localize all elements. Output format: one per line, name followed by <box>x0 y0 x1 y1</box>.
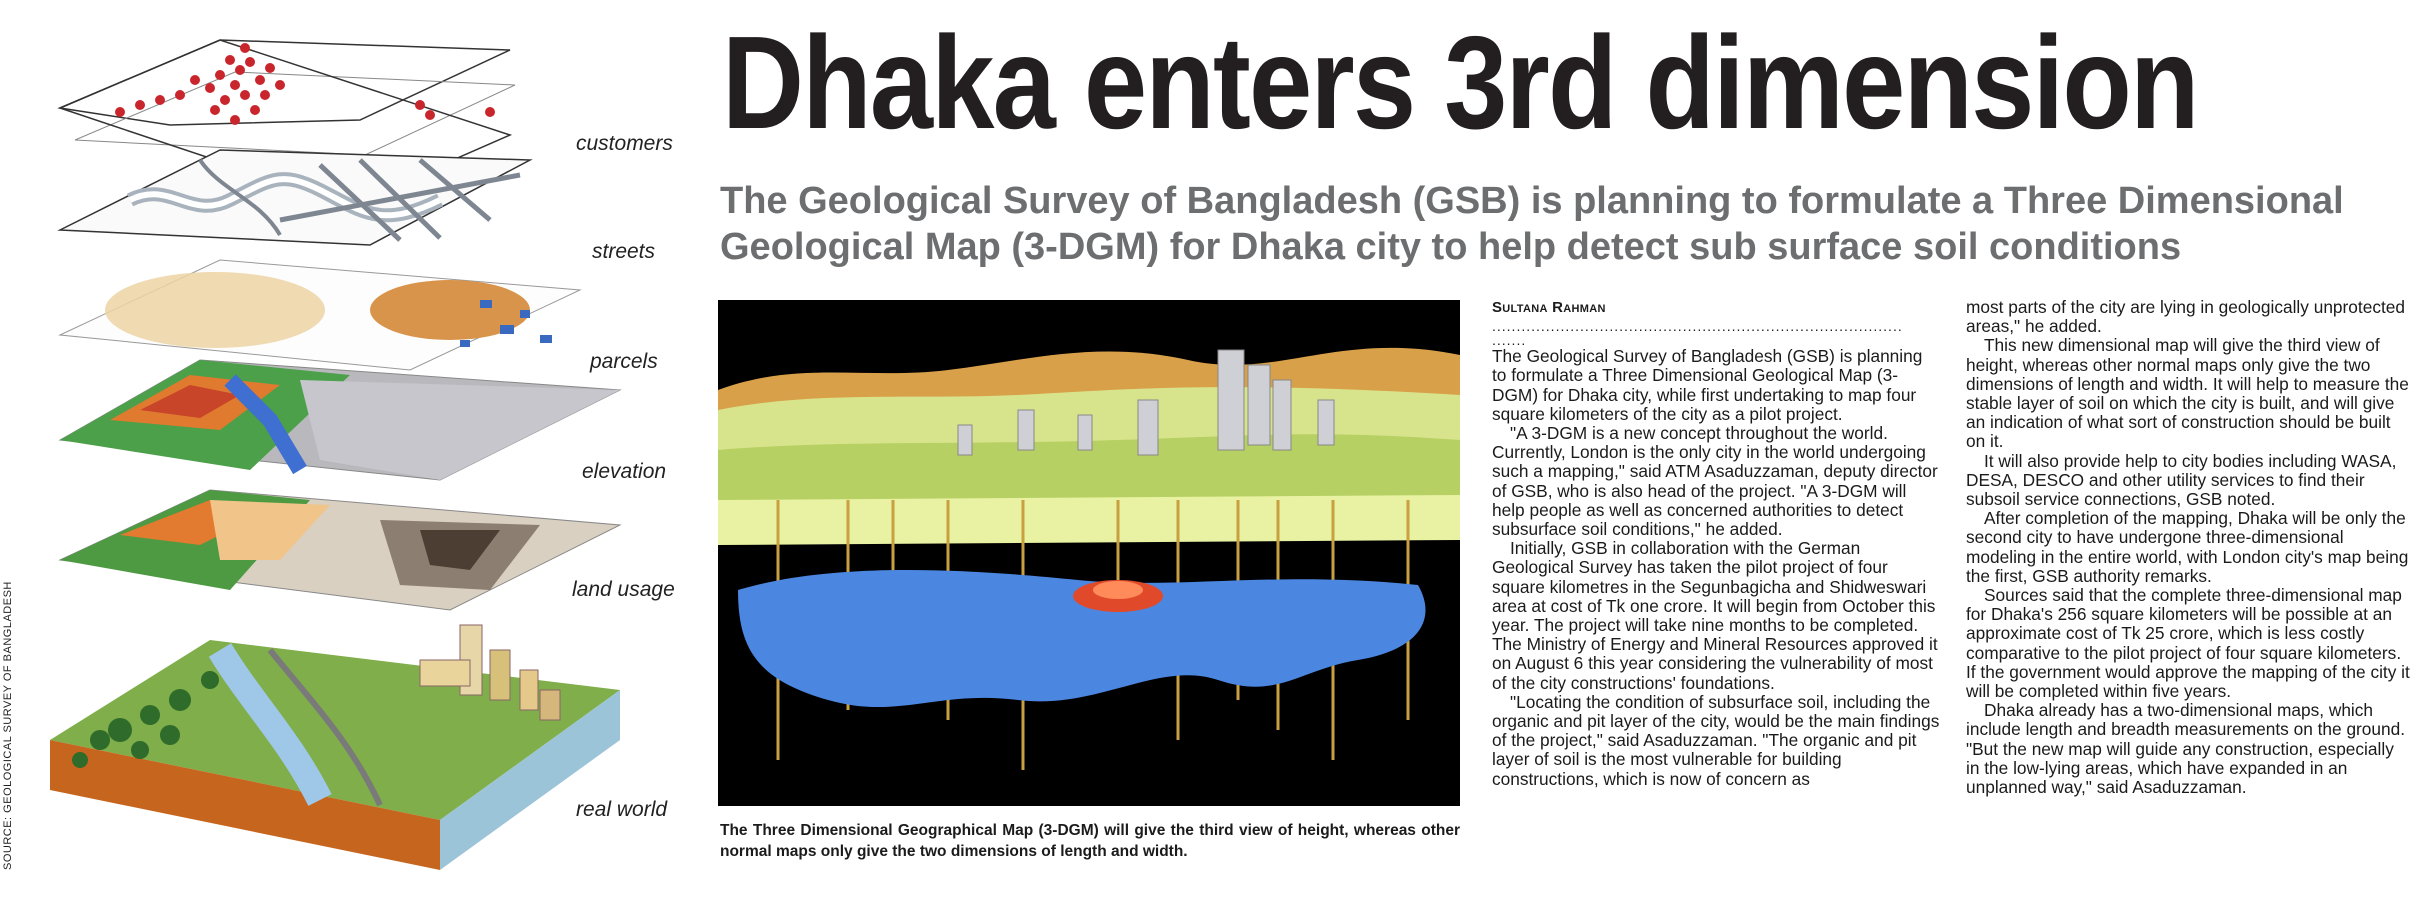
article-paragraph: Initially, GSB in collaboration with the German Geological Survey has taken the pilot project of four square kilometres in the Segunbagicha and Shidweswari area at cost of Tk one crore. It will begin from October this year. The project will take nine months to be completed. The Ministry of Energy and Mineral Resources approved it on August 6 this year considering the vulnerability of most of the city constructions' foundations. <box>1492 538 1938 693</box>
article-paragraph: "A 3-DGM is a new concept throughout the world. Currently, London is the only city in the world undergoing such a mapping," said ATM Asaduzzaman, deputy director of GSB, who is also head of the project. "A 3-DGM will help people as well as concerned authorities to detect subsurface soil conditions," he added. <box>1492 423 1938 540</box>
elevation-layer <box>60 360 620 480</box>
3dgm-photo <box>718 300 1460 806</box>
photo-caption: The Three Dimensional Geographical Map (3-DGM) will give the third view of height, whereas other normal maps only give the two dimensions of length and width. <box>720 822 1460 860</box>
layer-label-streets: streets <box>592 240 656 263</box>
headline: Dhaka enters 3rd dimension <box>722 9 2198 156</box>
real-world-layer <box>50 625 620 870</box>
article-paragraph: Dhaka already has a two-dimensional maps, which include length and breadth measurements on the ground. "But the new map will guide any construction, especially in the low-lying areas, which have expanded in an unplanned way," said Asaduzzaman. <box>1966 700 2406 798</box>
article-paragraph: most parts of the city are lying in geologically unprotected areas," he added. <box>1966 297 2405 337</box>
article-paragraph: Sources said that the complete three-dimensional map for Dhaka's 256 square kilometers will be possible at an approximate cost of Tk 25 crore, which is less costly comparative to the pilot project of four square kilometers. If the government would approve the mapping of the city it will be completed within five years. <box>1966 585 2410 702</box>
layer-label-parcels: parcels <box>590 350 658 373</box>
layer-label-customers: customers <box>576 132 673 155</box>
streets-layer <box>60 150 530 245</box>
article-paragraph: "Locating the condition of subsurface soil, including the organic and pit layer of the city, would be the main findings of the project," said Asaduzzaman. "The organic and pit layer of soil is the most vulnerable for building constructions, which is now of concern as <box>1492 691 1940 789</box>
gis-layers-illustration <box>20 0 700 897</box>
article-column-2 <box>1966 298 2412 797</box>
article-paragraph: After completion of the mapping, Dhaka will be only the second city to have undergone three-dimensional modeling in the entire world, with London city's map being the first, GSB authority remarks. <box>1966 508 2409 586</box>
parcels-layer <box>60 260 580 370</box>
layer-label-real-world: real world <box>576 798 668 821</box>
layer-label-elevation: elevation <box>582 460 667 483</box>
article-paragraph: The Geological Survey of Bangladesh (GSB) is planning to formulate a Three Dimensional Geological Map (3-DGM) for Dhaka city, while first undertaking to map four square kilometers of the city as a pilot project. <box>1492 346 1923 424</box>
land-usage-layer <box>60 490 620 610</box>
article-paragraph: This new dimensional map will give the third view of height, whereas other normal maps only give the two dimensions of length and width. It will help to measure the stable layer of soil on which the city is built, and will give an indication of what sort of construction should be built on it. <box>1966 335 2409 452</box>
byline: Sultana Rahman <box>1492 299 1606 316</box>
byline-rule: .................................................................................... <box>1492 319 1903 335</box>
3dgm-render-graphic <box>718 300 1460 806</box>
illustration-source-credit: SOURCE: GEOLOGICAL SURVEY OF BANGLADESH <box>2 581 14 870</box>
article-column-1 <box>1492 298 1940 789</box>
article-paragraph: It will also provide help to city bodies including WASA, DESA, DESCO and other utility services to find their subsoil service connections, GSB noted. <box>1966 450 2397 510</box>
layer-label-land-usage: land usage <box>572 578 675 601</box>
subheadline: The Geological Survey of Bangladesh (GSB) is planning to formulate a Three Dimensional Geological Map (3-DGM) for Dhaka city to help detect sub surface soil conditions <box>720 180 2344 268</box>
byline-rule-tail: ....... <box>1492 332 1527 349</box>
